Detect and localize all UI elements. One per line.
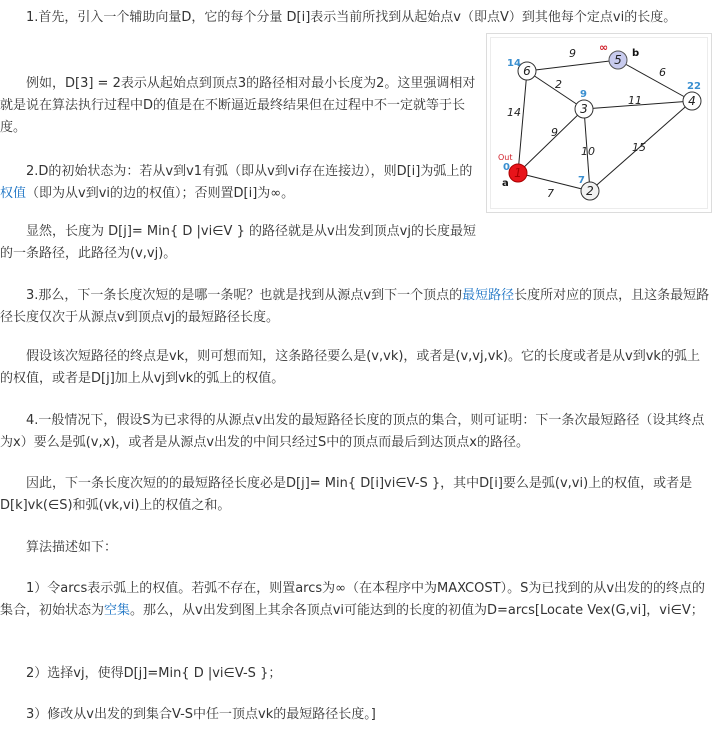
paragraph-2: 例如，D[3] = 2表示从起始点到顶点3的路径相对最小长度为2。这里强调相对就是说在算法执行过程中D的值是在不断逼近最终结果但在过程中不一定就等于长度。 <box>0 76 476 135</box>
weight-1-2: 7 <box>547 187 554 200</box>
node-4 <box>683 81 701 110</box>
paragraph-10-text-a: 1）令arcs表示弧上的权值。若弧不存在，则置arcs为∞（在本程序中为MAXCOST）。S为已找到的从v出发的的终点的集合，初始状态为 <box>0 581 706 618</box>
dijkstra-graph-figure <box>486 33 712 213</box>
paragraph-8: 因此，下一条长度次短的的最短路径长度必是D[j]= Min{ D[i]vi∈V-S }，其中D[i]要么是弧(v,vi)上的权值，或者是D[k]vk(∈S)和弧(vk,vi)上的权值之和。 <box>0 476 693 513</box>
paragraph-1: 1.首先，引入一个辅助向量D，它的每个分量 D[i]表示当前所找到从起始点v（即点V）到其他每个定点vi的长度。 <box>26 10 677 25</box>
weight-6-3: 2 <box>555 78 562 91</box>
paragraph-5 <box>0 285 712 329</box>
tag-label-a: a <box>502 178 509 189</box>
dist-label-1: 0 <box>503 162 510 173</box>
node-3 <box>575 89 593 118</box>
graph-edges <box>518 60 692 191</box>
link-shortest-path[interactable]: 最短路径 <box>462 288 515 303</box>
edge-6-1 <box>518 71 527 173</box>
link-empty-set[interactable]: 空集 <box>104 603 131 618</box>
weight-3-2: 10 <box>581 145 595 158</box>
paragraph-5-text-b: 长度所对应的顶点，且这条最短路径长度仅次于从源点v到顶点vj的最短路径长度。 <box>0 288 710 325</box>
svg-text:6: 6 <box>523 64 531 78</box>
paragraph-9: 算法描述如下： <box>26 540 118 555</box>
node-2 <box>578 175 599 200</box>
dist-label-2: 7 <box>578 175 585 186</box>
edge-6-5 <box>527 60 618 71</box>
svg-text:3: 3 <box>580 102 588 116</box>
paragraph-7: 4.一般情况下，假设S为已求得的从源点v出发的最短路径长度的顶点的集合，则可证明：下一条次最短路径（设其终点为x）要么是弧(v,x)，或者是从源点v出发的中间只经过S中的顶点而最后到达顶点x的路径。 <box>0 413 705 450</box>
paragraph-3 <box>0 161 478 205</box>
dist-label-5: ∞ <box>599 41 609 54</box>
weight-6-1: 14 <box>507 106 521 119</box>
svg-text:5: 5 <box>614 53 622 67</box>
node-1 <box>498 153 527 189</box>
node-6 <box>507 58 536 80</box>
dist-label-3: 9 <box>580 89 587 100</box>
out-label: Out <box>498 153 513 162</box>
paragraph-10 <box>0 578 712 622</box>
paragraph-12: 3）修改从v出发的到集合V-S中任一顶点vk的最短路径长度。] <box>26 707 376 722</box>
paragraph-3-text-a: 2.D的初始状态为：若从v到v1有弧（即从v到vi存在连接边），则D[i]为弧上的 <box>26 164 473 179</box>
dist-label-4: 22 <box>687 81 701 92</box>
paragraph-3-text-b: （即为从v到vi的边的权值）；否则置D[i]为∞。 <box>26 186 295 201</box>
svg-text:1: 1 <box>514 166 522 180</box>
weight-6-5: 9 <box>569 47 576 60</box>
node-5 <box>599 41 639 69</box>
paragraph-11: 2）选择vj，使得D[j]=Min{ D |vi∈V-S }； <box>26 666 282 681</box>
weight-3-1: 9 <box>551 126 558 139</box>
dist-label-6: 14 <box>507 58 521 69</box>
paragraph-5-text-a: 3.那么，下一条长度次短的是哪一条呢？也就是找到从源点v到下一个顶点的 <box>26 288 463 303</box>
paragraph-6: 假设该次短路径的终点是vk，则可想而知，这条路径要么是(v,vk)，或者是(v,vj,vk)。它的长度或者是从v到vk的弧上的权值，或者是D[j]加上从vj到vk的弧上的权值。 <box>0 349 700 386</box>
svg-text:2: 2 <box>586 184 594 198</box>
weight-3-4: 11 <box>628 94 642 107</box>
paragraph-10-text-b: 。那么，从v出发到图上其余各顶点vi可能达到的长度的初值为D=arcs[Locate Vex(G,vi]，vi∈V； <box>130 603 704 618</box>
paragraph-4: 显然，长度为 D[j]= Min{ D |vi∈V } 的路径就是从v出发到顶点vj的长度最短的一条路径，此路径为(v,vj)。 <box>0 224 476 261</box>
link-weight[interactable]: 权值 <box>0 186 27 201</box>
weight-5-4: 6 <box>659 66 666 79</box>
weight-4-2: 15 <box>632 141 646 154</box>
tag-label-b: b <box>632 48 640 59</box>
svg-text:4: 4 <box>688 94 696 108</box>
graph-diagram <box>487 34 713 214</box>
edge-3-1 <box>518 109 584 173</box>
